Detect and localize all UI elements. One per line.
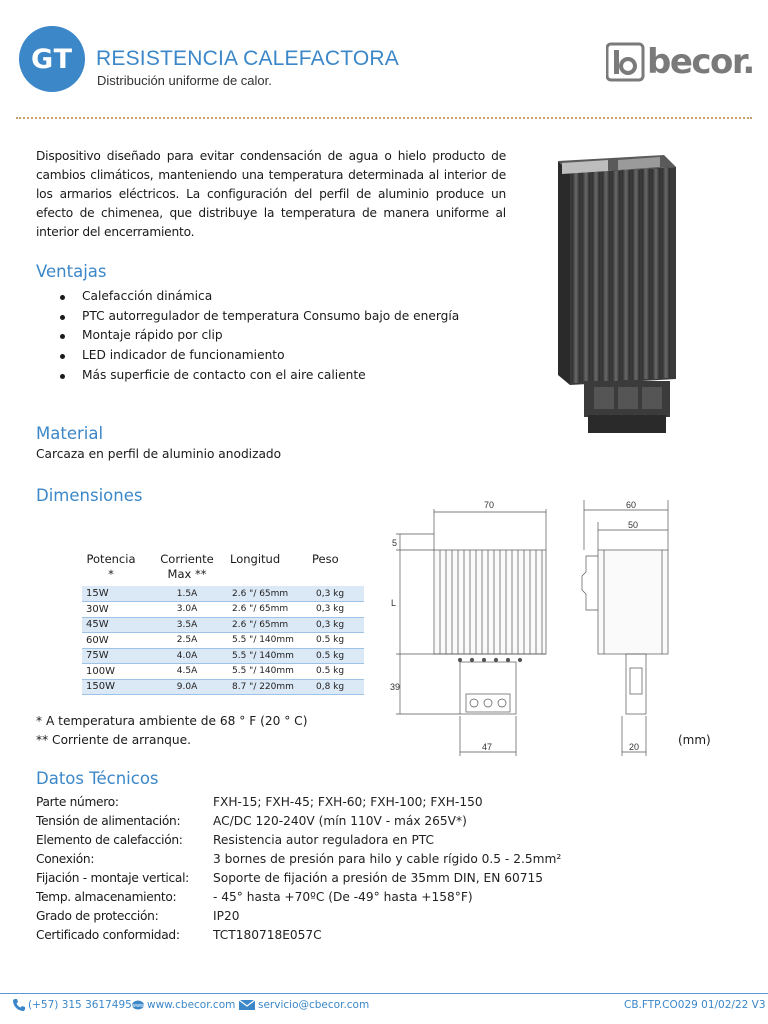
table-cell: 15W	[82, 586, 150, 602]
table-cell: 5.5 "/ 140mm	[224, 664, 312, 680]
table-row	[82, 679, 364, 695]
spec-row	[36, 793, 561, 812]
spec-row	[36, 926, 561, 945]
phone-icon	[12, 998, 26, 1012]
dim-label-depth: 60	[626, 500, 637, 510]
becor-logo-icon	[606, 40, 646, 84]
table-row	[82, 602, 364, 618]
table-cell: 4.5A	[150, 664, 224, 680]
dim-label-terminal: 39	[390, 682, 401, 692]
table-cell: 0,3 kg	[312, 602, 364, 618]
spec-value: Soporte de fijación a presión de 35mm DIN, EN 60715	[213, 871, 543, 885]
spec-label: Parte número:	[36, 795, 119, 809]
table-cell: 5.5 "/ 140mm	[224, 633, 312, 649]
table-row	[82, 586, 364, 602]
footer-web-text: www.cbecor.com	[147, 999, 236, 1011]
mail-icon	[238, 998, 256, 1012]
spec-label: Conexión:	[36, 852, 95, 866]
footer-web-link[interactable]	[131, 997, 235, 1013]
table-row	[82, 648, 364, 664]
spec-label: Elemento de calefacción:	[36, 833, 183, 847]
table-header: Corriente Max **	[160, 552, 214, 581]
table-cell: 0.5 kg	[312, 664, 364, 680]
technical-specs	[36, 793, 561, 945]
spec-row	[36, 850, 561, 869]
spec-value: IP20	[213, 909, 240, 923]
list-item: Calefacción dinámica	[58, 287, 459, 307]
dim-label-length: L	[391, 598, 397, 608]
table-cell: 0,8 kg	[312, 679, 364, 695]
list-item: PTC autorregulador de temperatura Consumo bajo de energía	[58, 307, 459, 327]
spec-value: 3 bornes de presión para hilo y cable rígido 0.5 - 2.5mm²	[213, 852, 562, 866]
page-subtitle: Distribución uniforme de calor.	[97, 73, 272, 88]
spec-label: Certificado conformidad:	[36, 928, 180, 942]
table-header: Peso	[312, 552, 339, 566]
spec-value: AC/DC 120-240V (mín 110V - máx 265V*)	[213, 814, 467, 828]
section-heading-datos-tecnicos: Datos Técnicos	[36, 769, 159, 788]
table-cell: 2.6 "/ 65mm	[224, 602, 312, 618]
unit-label: (mm)	[678, 733, 711, 747]
ventajas-list	[58, 287, 459, 385]
spec-row	[36, 888, 561, 907]
spec-row	[36, 869, 561, 888]
section-heading-ventajas: Ventajas	[36, 262, 107, 281]
table-cell: 2.5A	[150, 633, 224, 649]
dimensions-notes	[36, 712, 307, 750]
table-row	[82, 633, 364, 649]
table-cell: 150W	[82, 679, 150, 695]
svg-text:www: www	[131, 1003, 145, 1009]
material-text: Carcaza en perfil de aluminio anodizado	[36, 447, 282, 461]
note-current: ** Corriente de arranque.	[36, 733, 192, 747]
spec-row	[36, 812, 561, 831]
footer-divider	[0, 993, 768, 994]
section-heading-dimensiones: Dimensiones	[36, 486, 143, 505]
gt-badge: GT	[19, 26, 85, 92]
intro-paragraph: Dispositivo diseñado para evitar condensación de agua o hielo producto de cambios climáticos, manteniendo una temperatura determinada al interior de los armarios eléctricos. La configuración del perfil de aluminio produce un efecto de chimenea, que distribuye la temperatura de manera uniforme al interior del encerramiento.	[36, 149, 506, 239]
dim-label-width: 70	[484, 500, 495, 510]
note-temperature: * A temperatura ambiente de 68 ° F (20 ° C)	[36, 714, 308, 728]
table-cell: 30W	[82, 602, 150, 618]
heater-product-image	[548, 153, 682, 439]
table-cell: 0,3 kg	[312, 617, 364, 633]
table-cell: 5.5 "/ 140mm	[224, 648, 312, 664]
table-cell: 75W	[82, 648, 150, 664]
dim-label-top: 5	[392, 538, 398, 548]
table-header: Potencia *	[86, 552, 136, 581]
table-cell: 2.6 "/ 65mm	[224, 617, 312, 633]
spec-label: Temp. almacenamiento:	[36, 890, 177, 904]
spec-label: Grado de protección:	[36, 909, 159, 923]
table-cell: 8.7 "/ 220mm	[224, 679, 312, 695]
table-cell: 1.5A	[150, 586, 224, 602]
spec-value: TCT180718E057C	[213, 928, 322, 942]
spec-value: FXH-15; FXH-45; FXH-60; FXH-100; FXH-150	[213, 795, 483, 809]
dim-label-base: 47	[482, 742, 493, 752]
list-item: Más superficie de contacto con el aire caliente	[58, 366, 459, 386]
dim-label-body-depth: 50	[628, 520, 639, 530]
dimension-drawing	[386, 494, 686, 766]
spec-label: Tensión de alimentación:	[36, 814, 181, 828]
table-cell: 45W	[82, 617, 150, 633]
footer-email-link[interactable]	[238, 997, 369, 1013]
list-item: Montaje rápido por clip	[58, 326, 459, 346]
table-cell: 60W	[82, 633, 150, 649]
table-row	[82, 617, 364, 633]
becor-logo-text: becor.	[647, 42, 754, 82]
table-cell: 0.5 kg	[312, 648, 364, 664]
dim-label-clip: 20	[629, 742, 640, 752]
table-cell: 4.0A	[150, 648, 224, 664]
table-cell: 0.5 kg	[312, 633, 364, 649]
table-cell: 100W	[82, 664, 150, 680]
header-divider	[16, 117, 752, 119]
table-cell: 3.5A	[150, 617, 224, 633]
table-cell: 2.6 "/ 65mm	[224, 586, 312, 602]
document-code: CB.FTP.CO029 01/02/22 V3	[624, 999, 766, 1011]
footer-phone[interactable]	[12, 997, 132, 1013]
table-row	[82, 664, 364, 680]
becor-logo	[606, 40, 756, 84]
footer-phone-text: (+57) 315 3617495	[28, 999, 132, 1011]
spec-label: Fijación - montaje vertical:	[36, 871, 189, 885]
spec-row	[36, 907, 561, 926]
table-cell: 3.0A	[150, 602, 224, 618]
section-heading-material: Material	[36, 424, 104, 443]
spec-value: - 45° hasta +70ºC (De -49° hasta +158°F)	[213, 890, 473, 904]
list-item: LED indicador de funcionamiento	[58, 346, 459, 366]
table-cell: 0,3 kg	[312, 586, 364, 602]
footer-email-text: servicio@cbecor.com	[258, 999, 370, 1011]
globe-icon	[131, 998, 145, 1012]
page-title: RESISTENCIA CALEFACTORA	[96, 47, 399, 70]
spec-value: Resistencia autor reguladora en PTC	[213, 833, 435, 847]
table-header: Longitud	[230, 552, 281, 566]
spec-row	[36, 831, 561, 850]
table-cell: 9.0A	[150, 679, 224, 695]
dimensions-table	[82, 552, 364, 695]
